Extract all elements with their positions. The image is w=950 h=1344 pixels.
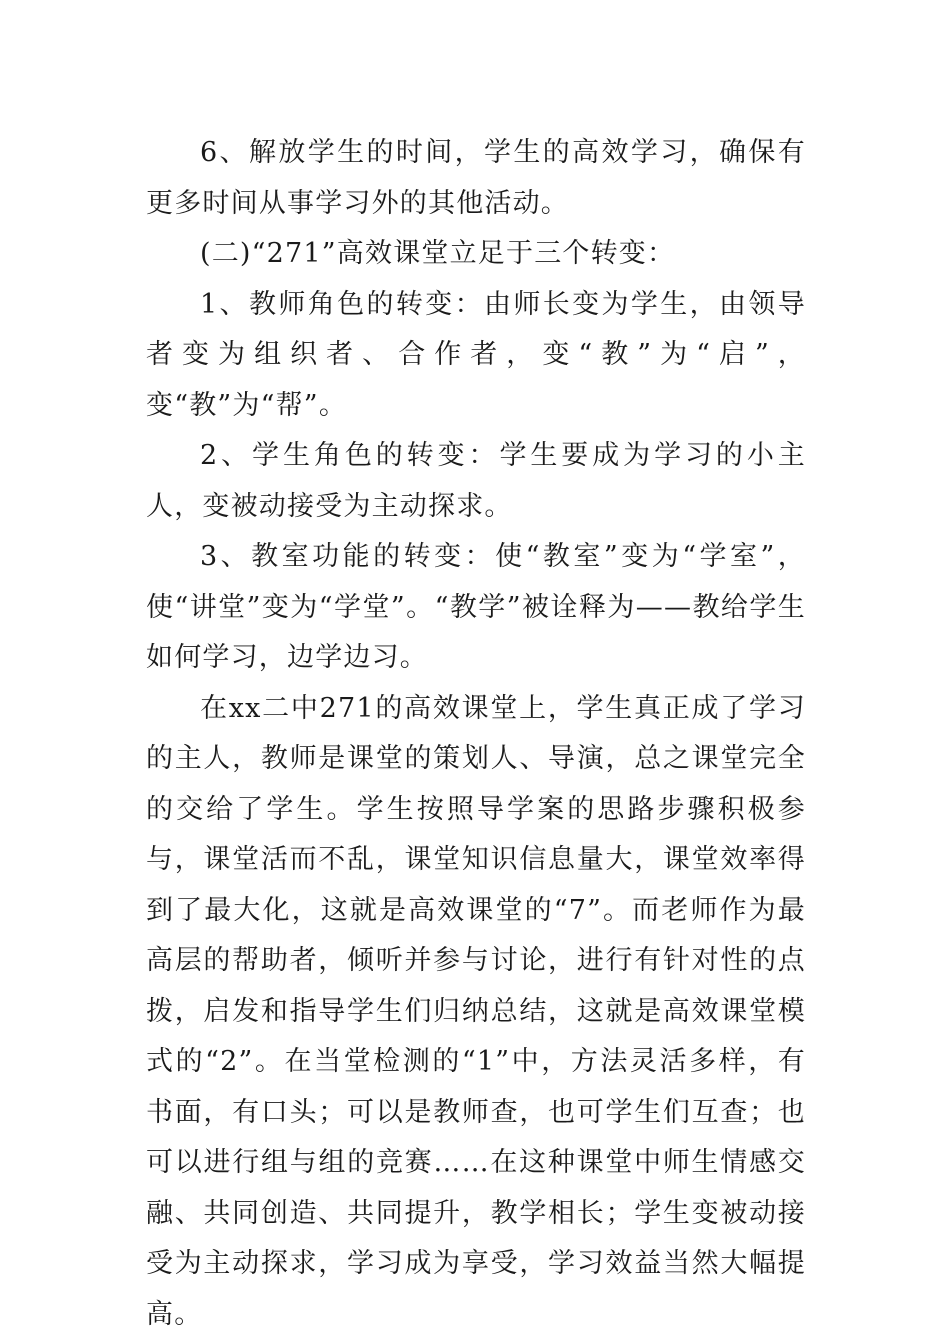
document-body xyxy=(146,128,806,1340)
section-heading-three-changes: (二)“271”高效课堂立足于三个转变： xyxy=(200,238,676,269)
paragraph-classroom-function: 3、教室功能的转变：使“教室”变为“学室”，使“讲堂”变为“学堂”。“教学”被诠释为——教给学生如何学习，边学边习。 xyxy=(146,541,806,673)
paragraph-efficient-classroom: 在xx二中271的高效课堂上，学生真正成了学习的主人，教师是课堂的策划人、导演，总之课堂完全的交给了学生。学生按照导学案的思路步骤积极参与，课堂活而不乱，课堂知识信息量大，课堂效率得到了最大化，这就是高效课堂的“7”。而老师作为最高层的帮助者，倾听并参与讨论，进行有针对性的点拨，启发和指导学生们归纳总结，这就是高效课堂模式的“2”。在当堂检测的“1”中，方法灵活多样，有书面，有口头；可以是教师查，也可学生们互查；也可以进行组与组的竞赛……在这种课堂中师生情感交融、共同创造、共同提升，教学相长；学生变被动接受为主动探求，学习成为享受，学习效益当然大幅提高。 xyxy=(146,692,806,1330)
paragraph-item-6: 6、解放学生的时间，学生的高效学习，确保有更多时间从事学习外的其他活动。 xyxy=(146,137,806,219)
paragraph-teacher-role: 1、教师角色的转变：由师长变为学生，由领导者变为组织者、合作者，变“教”为“启”，变“教”为“帮”。 xyxy=(146,288,806,421)
paragraph-student-role: 2、学生角色的转变：学生要成为学习的小主人，变被动接受为主动探求。 xyxy=(146,440,806,522)
